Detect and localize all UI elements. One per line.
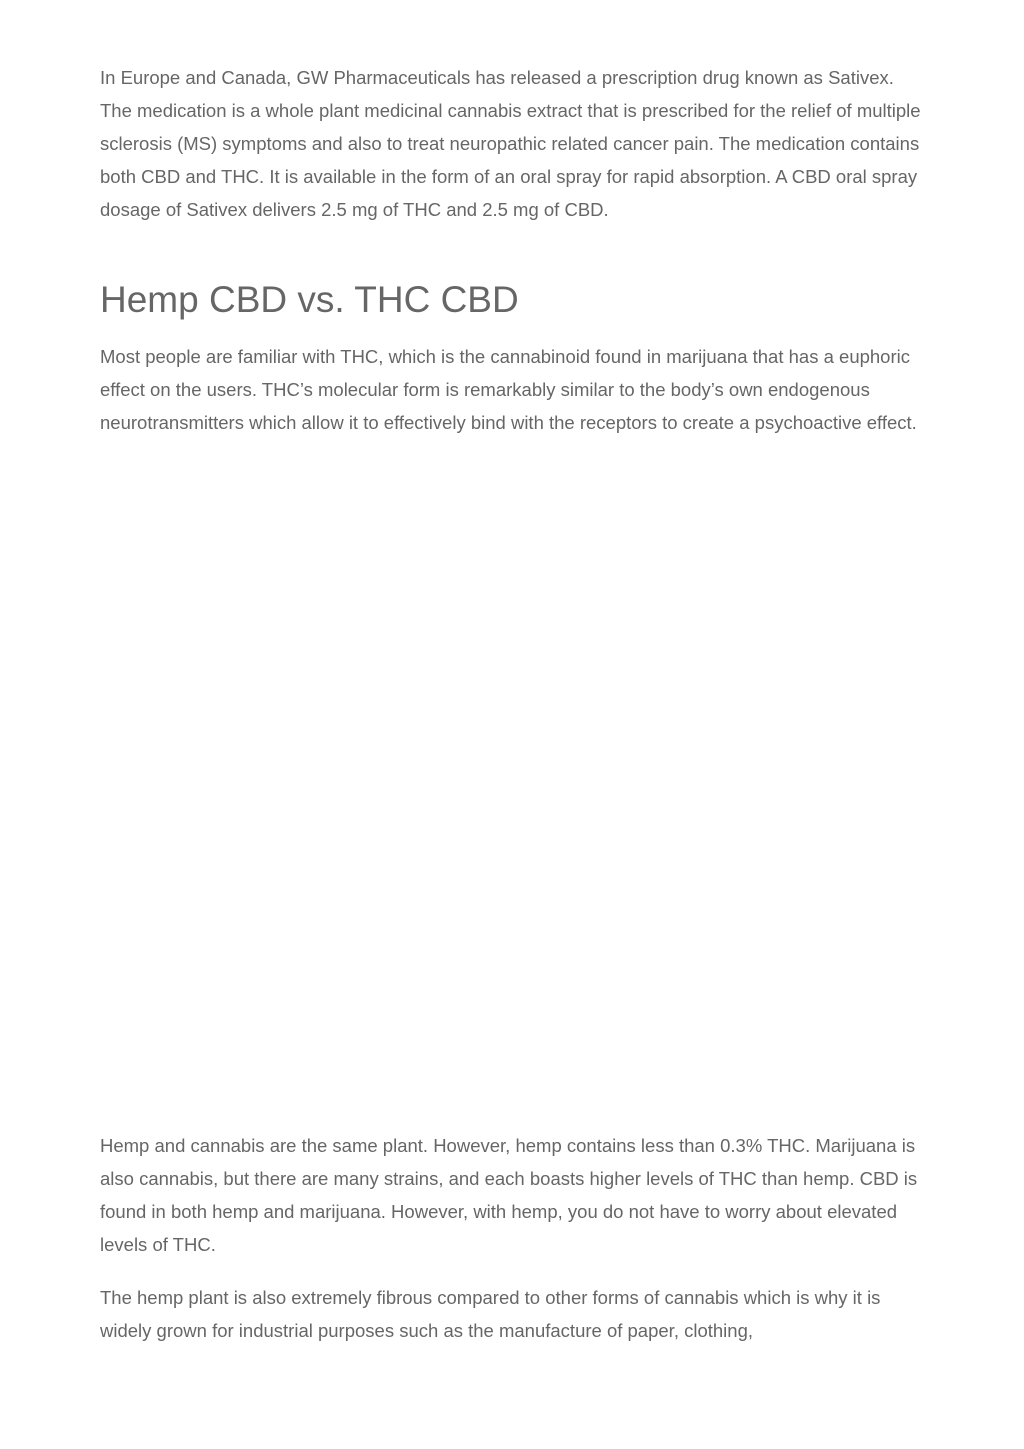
paragraph-thc-intro: Most people are familiar with THC, which is the cannabinoid found in marijuana that has a euphoric effect on the users. THC’s molecular form is remarkably similar to the body’s own endogenous neurotransmitters which allow it to effectively bind with the receptors to create a psychoactive effect. xyxy=(100,346,917,433)
section-heading-hemp-vs-thc: Hemp CBD vs. THC CBD xyxy=(100,279,519,320)
paragraph-hemp-cannabis: Hemp and cannabis are the same plant. However, hemp contains less than 0.3% THC. Marijuana is also cannabis, but there are many strains, and each boasts higher levels of THC than hemp. CBD is found in both hemp and marijuana. However, with hemp, you do not have to worry about elevated levels of THC. xyxy=(100,1135,918,1255)
blank-content-area xyxy=(100,490,930,1100)
paragraph-hemp-fibrous: The hemp plant is also extremely fibrous compared to other forms of cannabis which is why it is widely grown for industrial purposes such as the manufacture of paper, clothing, xyxy=(100,1287,881,1341)
paragraph-sativex: In Europe and Canada, GW Pharmaceuticals has released a prescription drug known as Sativex. The medication is a whole plant medicinal cannabis extract that is prescribed for the relief of multiple sclerosis (MS) symptoms and also to treat neuropathic related cancer pain. The medication contains both CBD and THC. It is available in the form of an oral spray for rapid absorption. A CBD oral spray dosage of Sativex delivers 2.5 mg of THC and 2.5 mg of CBD. xyxy=(100,67,921,220)
